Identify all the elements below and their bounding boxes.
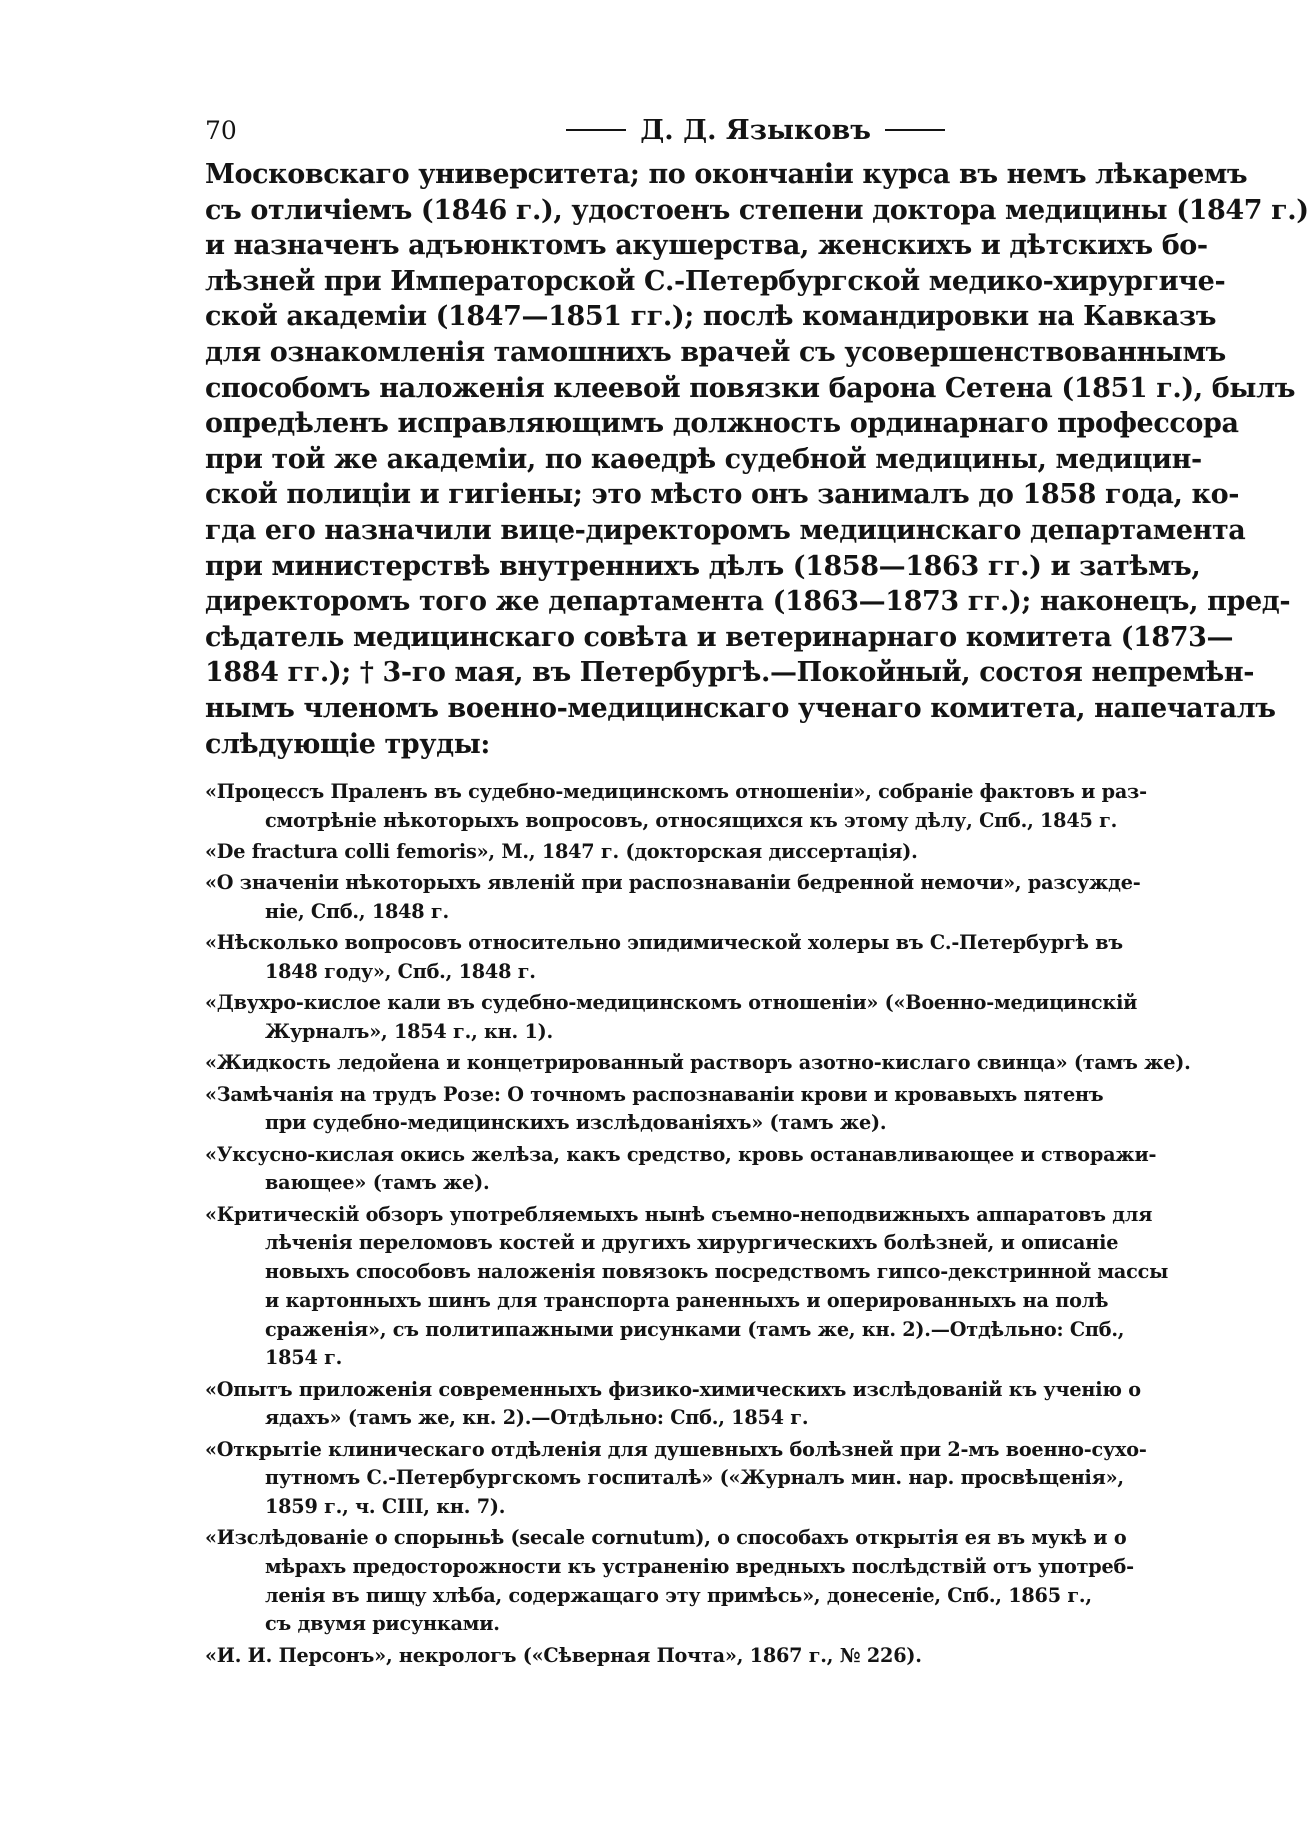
body-line: 1884 гг.); † 3-го мая, въ Петербургѣ.—Покойный, состоя непремѣн- [205,657,1255,689]
bibliography-entry-line: мѣрахъ предосторожности къ устраненію вредныхъ послѣдствій отъ употреб- [265,1554,1134,1578]
body-line: директоромъ того же департамента (1863—1873 гг.); наконецъ, пред- [205,586,1291,618]
body-line: сѣдатель медицинскаго совѣта и ветеринарнаго комитета (1873— [205,621,1234,653]
body-line: способомъ наложенія клеевой повязки барона Сетена (1851 г.), былъ [205,372,1296,404]
bibliography-entry [205,1524,1134,1639]
body-line: гда его назначили вице-директоромъ медицинскаго департамента [205,514,1246,546]
bibliography-entry-line: 1848 году», Спб., 1848 г. [265,960,536,984]
rule-right [885,129,945,131]
bibliography-entry-line: новыхъ способовъ наложенія повязокъ посредствомъ гипсо-декстринной массы [265,1260,1169,1284]
bibliography-entry-line: «О значеніи нѣкоторыхъ явленій при распознаваніи бедренной немочи», разсужде- [205,871,1141,895]
bibliography-entry-line: путномъ С.-Петербургскомъ госпиталѣ» («Журналъ мин. нар. просвѣщенія», [265,1466,1124,1490]
bibliography-entry [205,778,1147,835]
bibliography-entry [205,1201,1169,1373]
bibliography-entry-line: Журналъ», 1854 г., кн. 1). [265,1020,553,1044]
bibliography-entry [205,1642,1085,1671]
bibliography-entry-line: «Уксусно-кислая окись желѣза, какъ средство, кровь останавливающее и створажи- [205,1142,1157,1166]
bibliography-entry-line: «Процессъ Праленъ въ судебно-медицинскомъ отношеніи», собраніе фактовъ и раз- [205,780,1147,804]
bibliography-entry-line: 1859 г., ч. CIII, кн. 7). [265,1494,506,1518]
running-title: Д. Д. Языковъ [640,114,871,146]
bibliography-list [205,778,1191,1670]
body-line: для ознакомленія тамошнихъ врачей съ усовершенствованнымъ [205,336,1226,368]
page-header [205,105,1085,155]
body-line: Московскаго университета; по окончаніи курса въ немъ лѣкаремъ [205,159,1248,190]
bibliography-entry-line: при судебно-медицинскихъ изслѣдованіяхъ» (тамъ же). [265,1111,887,1135]
bibliography-entry [205,838,1085,867]
bibliography-entry [205,1376,1141,1433]
bibliography-entry-line: «Критическій обзоръ употребляемыхъ нынѣ съемно-неподвижныхъ аппаратовъ для [205,1202,1153,1226]
bibliography-entry-line: ніе, Спб., 1848 г. [265,900,449,924]
bibliography-entry-line: съ двумя рисунками. [265,1612,500,1636]
page [205,105,1309,1673]
body-line: ской академіи (1847—1851 гг.); послѣ командировки на Кавказъ [205,301,1217,333]
running-head [566,115,945,146]
body-paragraph [205,157,1309,762]
bibliography-entry-line: «И. И. Персонъ», некрологъ («Сѣверная Почта», 1867 г., № 226). [205,1643,922,1667]
bibliography-entry-line: «De fractura colli femoris», М., 1847 г. (докторская диссертація). [205,840,918,864]
bibliography-entry [205,1049,1191,1078]
body-line: нымъ членомъ военно-медицинскаго ученаго комитета, напечаталъ [205,692,1276,724]
rule-left [566,129,626,131]
body-line: опредѣленъ исправляющимъ должность ординарнаго профессора [205,408,1239,440]
bibliography-entry-line: вающее» (тамъ же). [265,1171,490,1195]
body-line: слѣдующіе труды: [205,728,490,760]
bibliography-entry-line: «Нѣсколько вопросовъ относительно эпидимической холеры въ С.-Петербургѣ въ [205,931,1123,955]
bibliography-entry-line: «Двухро-кислое кали въ судебно-медицинскомъ отношеніи» («Военно-медицинскій [205,991,1138,1015]
bibliography-entry-line: «Замѣчанія на трудъ Розе: О точномъ распознаваніи крови и кровавыхъ пятенъ [205,1082,1104,1106]
bibliography-entry [205,1141,1157,1198]
bibliography-entry-line: «Жидкость ледойена и концетрированный растворъ азотно-кислаго свинца» (тамъ же). [205,1051,1191,1075]
bibliography-entry-line: «Изслѣдованіе о спорыньѣ (secale cornutum), о способахъ открытія ея въ мукѣ и о [205,1526,1127,1550]
bibliography-entry-line: лѣченія переломовъ костей и другихъ хирургическихъ болѣзней, и описаніе [265,1231,1119,1255]
bibliography-entry [205,929,1123,986]
bibliography-entry [205,1436,1147,1522]
body-line: и назначенъ адъюнктомъ акушерства, женскихъ и дѣтскихъ бо- [205,230,1208,262]
body-line: съ отличіемъ (1846 г.), удостоенъ степени доктора медицины (1847 г.) [205,194,1309,226]
bibliography-entry-line: ядахъ» (тамъ же, кн. 2).—Отдѣльно: Спб., 1854 г. [265,1406,809,1430]
bibliography-entry-line: смотрѣніе нѣкоторыхъ вопросовъ, относящихся къ этому дѣлу, Спб., 1845 г. [265,808,1118,832]
body-line: при министерствѣ внутреннихъ дѣлъ (1858—1863 гг.) и затѣмъ, [205,550,1201,582]
body-line: при той же академіи, по каѳедрѣ судебной медицины, медицин- [205,443,1202,475]
bibliography-entry-line: «Опытъ приложенія современныхъ физико-химическихъ изслѣдованій къ ученію о [205,1377,1141,1401]
bibliography-entry-line: ленія въ пищу хлѣба, содержащаго эту примѣсь», донесеніе, Спб., 1865 г., [265,1583,1092,1607]
bibliography-entry-line: сраженія», съ политипажными рисунками (тамъ же, кн. 2).—Отдѣльно: Спб., [265,1317,1125,1341]
bibliography-entry [205,869,1141,926]
bibliography-entry [205,989,1138,1046]
body-line: лѣзней при Императорской С.-Петербургской медико-хирургиче- [205,265,1226,297]
bibliography-entry-line: «Открытіе клиническаго отдѣленія для душевныхъ болѣзней при 2-мъ военно-сухо- [205,1437,1147,1461]
bibliography-entry-line: 1854 г. [265,1346,343,1370]
page-number: 70 [205,115,237,145]
bibliography-entry-line: и картонныхъ шинъ для транспорта раненныхъ и оперированныхъ на полѣ [265,1288,1109,1312]
bibliography-entry [205,1081,1104,1138]
body-line: ской полиціи и гигіены; это мѣсто онъ занималъ до 1858 года, ко- [205,479,1240,511]
